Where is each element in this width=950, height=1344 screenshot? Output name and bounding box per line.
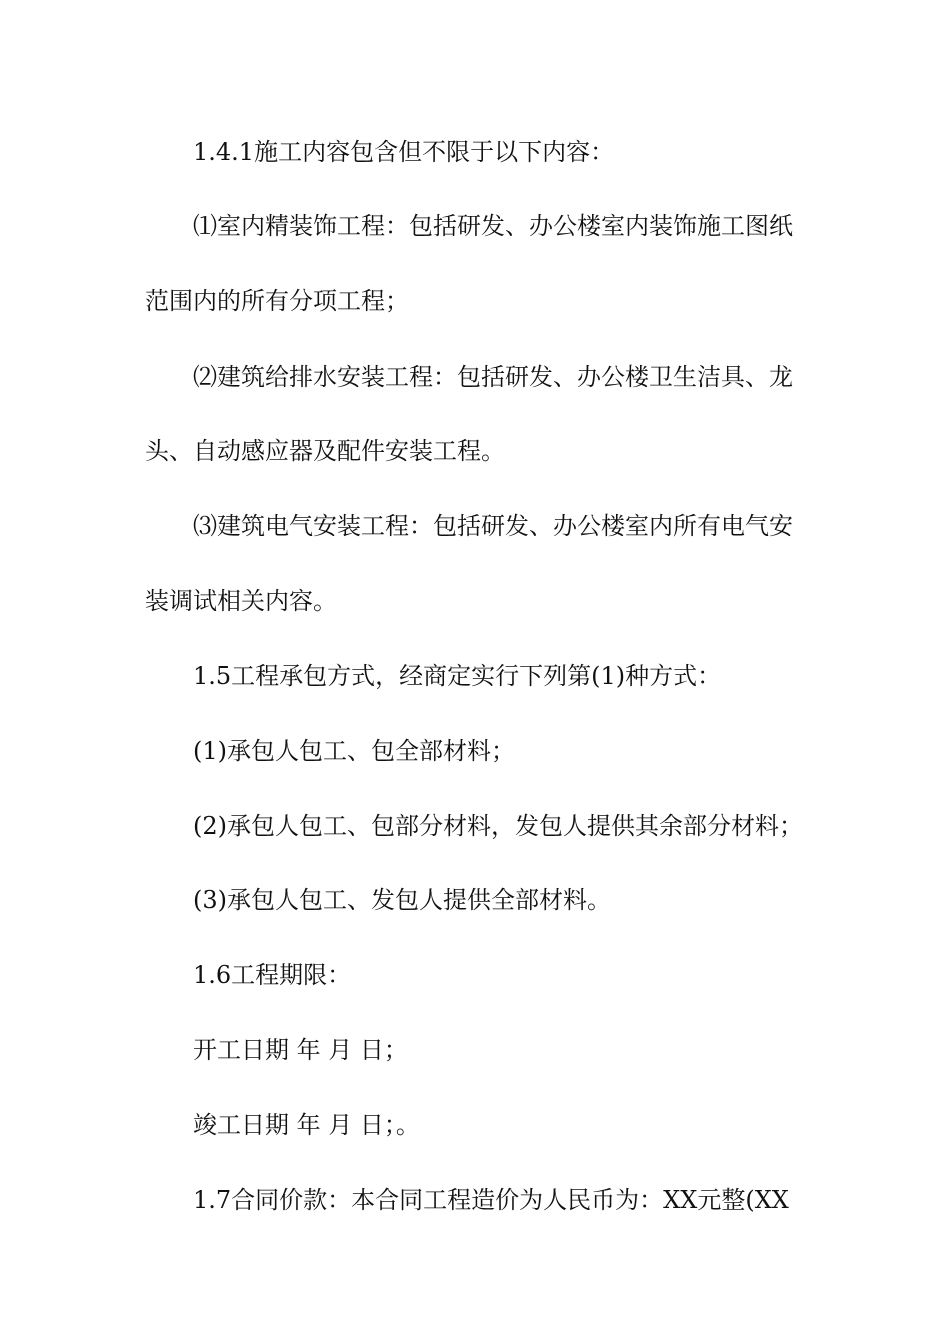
contract-option-2: (2)承包人包工、包部分材料，发包人提供其余部分材料；	[193, 812, 803, 840]
clause-1-7-price-line: 1.7合同价款：本合同工程造价为人民币为：XX元整(XX	[193, 1186, 789, 1214]
clause-item-1-line-1: ⑴室内精装饰工程：包括研发、办公楼室内装饰施工图纸	[193, 212, 793, 240]
contract-option-1: (1)承包人包工、包全部材料；	[193, 737, 515, 765]
clause-1-6-heading: 1.6工程期限：	[193, 961, 352, 989]
clause-item-1-line-2: 范围内的所有分项工程；	[145, 287, 409, 315]
completion-date-line: 竣工日期 年 月 日；。	[193, 1111, 420, 1139]
clause-item-3-line-2: 装调试相关内容。	[145, 587, 337, 615]
start-date-line: 开工日期 年 月 日；	[193, 1036, 408, 1064]
clause-item-3-line-1: ⑶建筑电气安装工程：包括研发、办公楼室内所有电气安	[193, 512, 793, 540]
contract-option-3: (3)承包人包工、发包人提供全部材料。	[193, 886, 611, 914]
clause-1-4-1-heading: 1.4.1施工内容包含但不限于以下内容：	[193, 138, 615, 166]
clause-item-2-line-1: ⑵建筑给排水安装工程：包括研发、办公楼卫生洁具、龙	[193, 363, 793, 391]
clause-item-2-line-2: 头、自动感应器及配件安装工程。	[145, 437, 505, 465]
clause-1-5-heading: 1.5工程承包方式，经商定实行下列第(1)种方式：	[193, 662, 722, 690]
